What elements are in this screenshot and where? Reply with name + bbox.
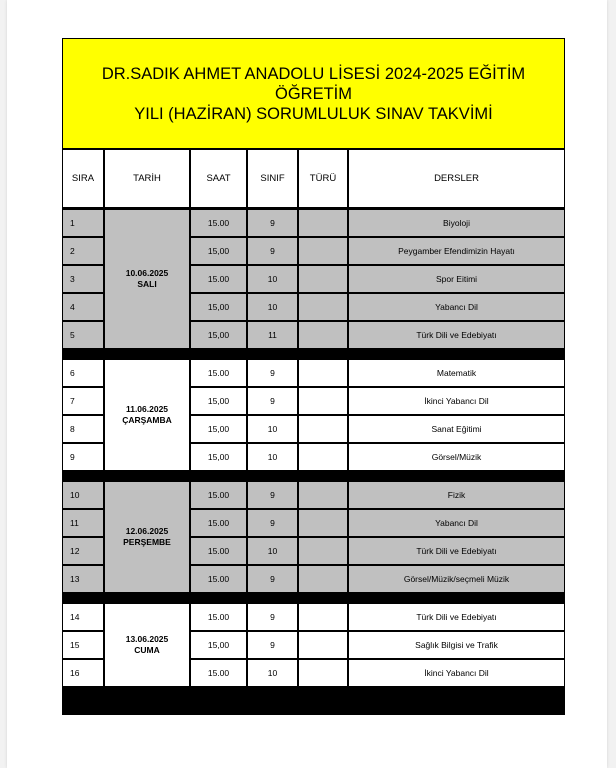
row-sinif: 9 xyxy=(248,566,297,592)
row-ders: Spor Eitimi xyxy=(349,266,564,292)
header-sira: SIRA xyxy=(63,150,103,207)
row-ders: Fizik xyxy=(349,482,564,508)
exam-day: SALI xyxy=(137,279,157,289)
exam-day: ÇARŞAMBA xyxy=(122,415,172,425)
header-tarih: TARİH xyxy=(105,150,189,207)
document-page xyxy=(7,0,607,768)
row-sira: 11 xyxy=(63,510,103,536)
row-sinif: 10 xyxy=(248,266,297,292)
row-ders: Türk Dili ve Edebiyatı xyxy=(349,604,564,630)
row-sinif: 9 xyxy=(248,388,297,414)
date-cell xyxy=(105,604,189,686)
row-saat: 15,00 xyxy=(191,238,246,264)
row-saat: 15.00 xyxy=(191,482,246,508)
row-sinif: 11 xyxy=(248,322,297,348)
header-dersler: DERSLER xyxy=(349,150,564,207)
row-sira: 15 xyxy=(63,632,103,658)
row-turu xyxy=(299,238,347,264)
schedule-title xyxy=(63,39,564,148)
row-turu xyxy=(299,482,347,508)
exam-date: 10.06.2025 xyxy=(125,268,169,278)
row-turu xyxy=(299,660,347,686)
header-turu: TÜRÜ xyxy=(299,150,347,207)
row-turu xyxy=(299,322,347,348)
row-ders: Görsel/Müzik/seçmeli Müzik xyxy=(349,566,564,592)
row-ders: Biyoloji xyxy=(349,210,564,236)
row-saat: 15,00 xyxy=(191,444,246,470)
date-cell xyxy=(105,210,189,348)
row-sira: 12 xyxy=(63,538,103,564)
row-sira: 14 xyxy=(63,604,103,630)
row-sinif: 10 xyxy=(248,444,297,470)
row-sira: 3 xyxy=(63,266,103,292)
row-sinif: 10 xyxy=(248,538,297,564)
date-cell xyxy=(105,360,189,470)
row-turu xyxy=(299,294,347,320)
exam-date: 12.06.2025 xyxy=(125,526,169,536)
row-turu xyxy=(299,388,347,414)
row-sira: 4 xyxy=(63,294,103,320)
row-sira: 5 xyxy=(63,322,103,348)
row-turu xyxy=(299,266,347,292)
row-ders: İkinci Yabancı Dil xyxy=(349,388,564,414)
row-turu xyxy=(299,416,347,442)
row-sinif: 9 xyxy=(248,482,297,508)
exam-date: 11.06.2025 xyxy=(125,404,169,414)
exam-date: 13.06.2025 xyxy=(125,634,169,644)
row-turu xyxy=(299,632,347,658)
row-saat: 15.00 xyxy=(191,210,246,236)
row-saat: 15.00 xyxy=(191,510,246,536)
row-ders: Görsel/Müzik xyxy=(349,444,564,470)
date-cell xyxy=(105,482,189,592)
row-turu xyxy=(299,360,347,386)
exam-schedule-table xyxy=(62,38,565,715)
row-sira: 2 xyxy=(63,238,103,264)
row-turu xyxy=(299,566,347,592)
row-sinif: 10 xyxy=(248,294,297,320)
row-sira: 6 xyxy=(63,360,103,386)
row-sinif: 9 xyxy=(248,360,297,386)
row-saat: 15.00 xyxy=(191,266,246,292)
exam-day: PERŞEMBE xyxy=(123,537,171,547)
row-ders: Sanat Eğitimi xyxy=(349,416,564,442)
row-ders: Sağlık Bilgisi ve Trafik xyxy=(349,632,564,658)
title-line-2: YILI (HAZİRAN) SORUMLULUK SINAV TAKVİMİ xyxy=(134,104,493,123)
row-sinif: 10 xyxy=(248,660,297,686)
row-sinif: 9 xyxy=(248,632,297,658)
title-line-1: DR.SADIK AHMET ANADOLU LİSESİ 2024-2025 EĞİTİM ÖĞRETİM xyxy=(101,64,526,103)
row-sinif: 10 xyxy=(248,416,297,442)
header-sinif: SINIF xyxy=(248,150,297,207)
row-ders: Yabancı Dil xyxy=(349,510,564,536)
row-sira: 8 xyxy=(63,416,103,442)
row-saat: 15,00 xyxy=(191,388,246,414)
row-saat: 15.00 xyxy=(191,538,246,564)
row-sira: 13 xyxy=(63,566,103,592)
row-saat: 15.00 xyxy=(191,660,246,686)
row-sinif: 9 xyxy=(248,238,297,264)
row-turu xyxy=(299,210,347,236)
row-sinif: 9 xyxy=(248,210,297,236)
row-ders: Türk Dili ve Edebiyatı xyxy=(349,322,564,348)
row-ders: Peygamber Efendimizin Hayatı xyxy=(349,238,564,264)
row-saat: 15.00 xyxy=(191,604,246,630)
row-sira: 10 xyxy=(63,482,103,508)
row-ders: Yabancı Dil xyxy=(349,294,564,320)
row-saat: 15,00 xyxy=(191,416,246,442)
header-saat: SAAT xyxy=(191,150,246,207)
row-saat: 15,00 xyxy=(191,632,246,658)
row-sinif: 9 xyxy=(248,510,297,536)
row-ders: Türk Dili ve Edebiyatı xyxy=(349,538,564,564)
row-sira: 1 xyxy=(63,210,103,236)
row-turu xyxy=(299,604,347,630)
row-sira: 9 xyxy=(63,444,103,470)
row-ders: Matematik xyxy=(349,360,564,386)
row-saat: 15.00 xyxy=(191,360,246,386)
row-saat: 15,00 xyxy=(191,322,246,348)
row-sira: 7 xyxy=(63,388,103,414)
row-turu xyxy=(299,444,347,470)
row-turu xyxy=(299,510,347,536)
row-sinif: 9 xyxy=(248,604,297,630)
row-turu xyxy=(299,538,347,564)
row-sira: 16 xyxy=(63,660,103,686)
row-saat: 15,00 xyxy=(191,294,246,320)
row-ders: İkinci Yabancı Dil xyxy=(349,660,564,686)
exam-day: CUMA xyxy=(134,645,160,655)
row-saat: 15.00 xyxy=(191,566,246,592)
